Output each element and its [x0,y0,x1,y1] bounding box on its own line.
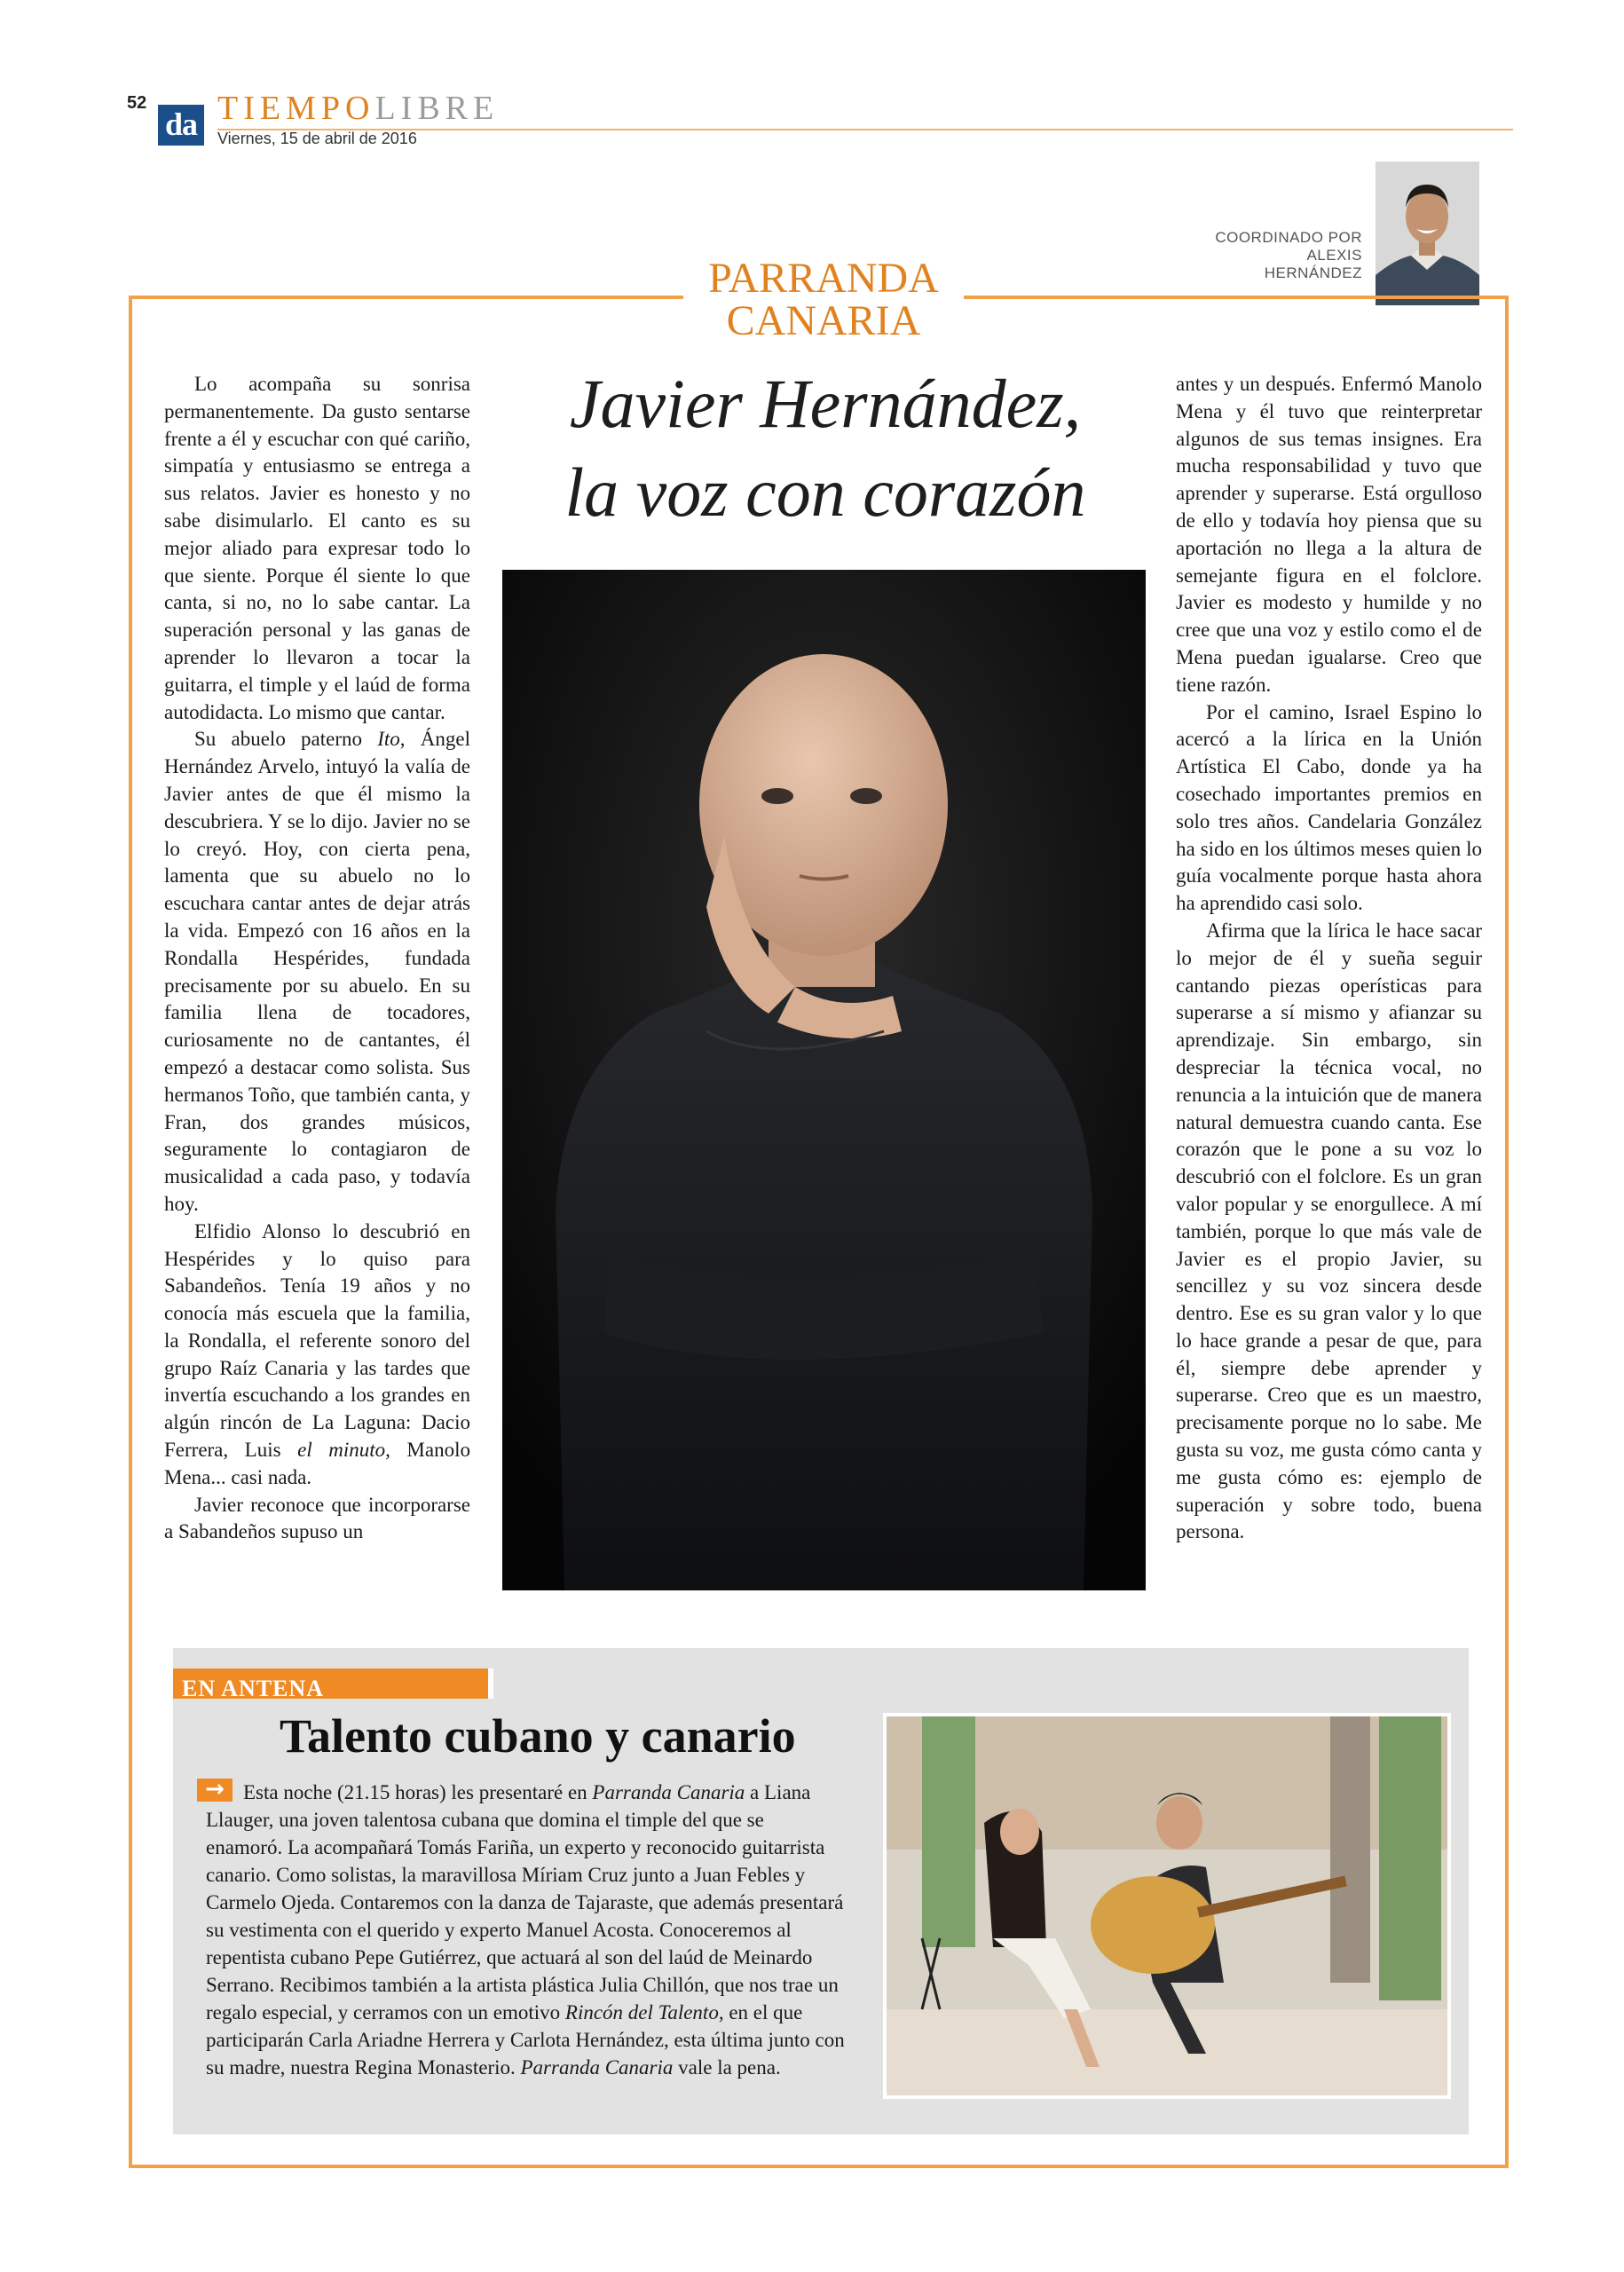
article-paragraph [164,726,470,1218]
coordinator-photo [1376,162,1479,305]
coordinator-line3: HERNÁNDEZ [1264,264,1362,281]
page-number: 52 [127,93,147,113]
article-paragraph: Por el camino, Israel Espino lo acercó a la lírica en la Unión Artística El Cabo, donde ya ha cosechado importantes premios en solo tres años. Candelaria González ha sido en los últimos meses quien lo guía vocalmente porque hasta ahora ha aprendido casi solo. [1176,700,1482,915]
italic-text-run: Rincón del Talento [564,2001,719,2024]
arrow-right-icon: → [197,1779,233,1802]
article-column-right [1176,371,1482,1546]
text-run: , Ángel Hernández Arvelo, intuyó la valía de Javier antes de que él mismo la descubriera. Y se lo dijo. Javier no se lo creyó. Hoy, con cierta pena, lamenta que su abuelo no lo escuchara cantar antes de dejar atrás la vida. Empezó con 16 años en la Rondalla Hespérides, fundada precisamente por su abuelo. En su familia llena de tocadores, curiosamente no de cantantes, él empezó a destacar como solista. Sus hermanos Toño, que también canta, y Fran, dos grandes músicos, seguramente lo contagiaron de musicalidad a cada paso, y todavía hoy. [164,728,470,1215]
italic-text-run: el minuto [297,1439,386,1462]
headline-line1: Javier Hernández, [569,365,1082,442]
italic-text-run: Ito [377,728,400,751]
text-run: Esta noche (21.15 horas) les presentaré en [243,1781,593,1803]
page-title [683,257,964,343]
article-paragraph [164,1219,470,1492]
text-run: Elfidio Alonso lo descubrió en Hespérides y lo quiso para Sabandeños. Tenía 19 años y no conocía más escuela que la familia, la Rondalla, el referente sonoro del grupo Raíz Canaria y las tardes que invertía escuchando a los grandes en algún rincón de La Laguna: Dacio Ferrera, Luis [164,1219,470,1462]
coordinator-line2: ALEXIS [1306,247,1362,264]
text-run: Su abuelo paterno [194,728,378,751]
coordinator-line1: COORDINADO POR [1215,229,1362,246]
issue-date: Viernes, 15 de abril de 2016 [217,130,417,147]
article-paragraph: Javier reconoce que incorporarse a Sabandeños supuso un [164,1493,470,1543]
box-section-tag-label: EN ANTENA [182,1676,324,1701]
article-paragraph: antes y un después. Enfermó Manolo Mena y él tuvo que reinterpretar algunos de sus temas insignes. Era mucha responsabilidad y tuvo que aprender y superarse. Está orgulloso de ello y todavía hoy piensa que su aportación no llega a la altura de semejante figura en el folclore. Javier es modesto y humilde y no cree que una voz y estilo como el de Mena puedan igualarse. Creo que tiene razón. [1176,373,1482,696]
box-body [206,1779,845,2081]
section-title-part2: LIBRE [374,90,500,127]
section-title-part1: TIEMPO [217,90,375,127]
headline-line2: la voz con corazón [564,454,1086,531]
coordinator-credit [1180,229,1362,282]
article-column-left [164,371,470,1546]
box-title: Talento cubano y canario [280,1709,796,1763]
italic-text-run: Parranda Canaria [592,1781,745,1803]
musicians-photo [883,1713,1451,2099]
text-run: vale la pena. [673,2056,781,2079]
box-paragraph [206,1779,845,2081]
section-title [217,89,499,128]
article-headline [497,359,1154,537]
text-run: a Liana Llauger, una joven talentosa cubana que domina el timple del que se enamoró. La acompañará Tomás Fariña, un experto y reconocido guitarrista canario. Como solistas, la maravillosa Míriam Cruz junto a Juan Febles y Carmelo Ojeda. Contaremos con la danza de Tajaraste, que además presentará su vestimenta con el querido y experto Manuel Acosta. Conoceremos al repentista cubano Pepe Gutiérrez, que actuará al son del laúd de Meinardo Serrano. Recibimos también a la artista plástica Julia Chillón, que nos trae un regalo especial, y cerramos con un emotivo [206,1781,844,2024]
box-section-tag [173,1668,493,1699]
article-paragraph: Lo acompaña su sonrisa permanentemente. Da gusto sentarse frente a él y escuchar con qué cariño, simpatía y entusiasmo se entrega a sus relatos. Javier es honesto y no sabe disimularlo. El canto es su mejor aliado para expresar todo lo que siente. Porque él siente lo que canta, si no, no lo sabe cantar. La superación personal y las ganas de aprender lo llevaron a tocar la guitarra, el timple y el laúd de forma autodidacta. Lo mismo que cantar. [164,373,470,723]
page-title-line1: PARRANDA [708,255,939,302]
newspaper-logo: da [158,105,204,146]
page-title-line2: CANARIA [726,297,921,344]
text-run: , Manolo Mena... casi nada. [164,1439,470,1488]
article-paragraph: Afirma que la lírica le hace sacar lo mejor de él y sueña seguir cantando piezas operísticas para superarse a sí mismo y afianzar su aprendizaje. Sin embargo, sin despreciar la técnica vocal, no renuncia a la intuición que de manera natural demuestra cuando canta. Ese corazón que le pone a su voz lo descubrió con el folclore. Es un gran valor popular y se enorgullece. A mí también, porque lo que más vale de Javier es el propio Javier, su sencillez y su voz sincera desde dentro. Ese es su gran valor y lo que lo hace grande a pesar de que, para él, siempre debe aprender y superarse. Creo que es un maestro, precisamente porque no lo sabe. Me gusta su voz, me gusta cómo canta y me gusta cómo es: ejemplo de superación y sobre todo, buena persona. [1176,919,1482,1543]
main-portrait-photo [502,570,1146,1590]
italic-text-run: Parranda Canaria [520,2056,674,2079]
text-run: , en el que participarán Carla Ariadne Herrera y Carlota Hernández, esta última junto con su madre, nuestra Regina Monasterio. [206,2001,845,2079]
